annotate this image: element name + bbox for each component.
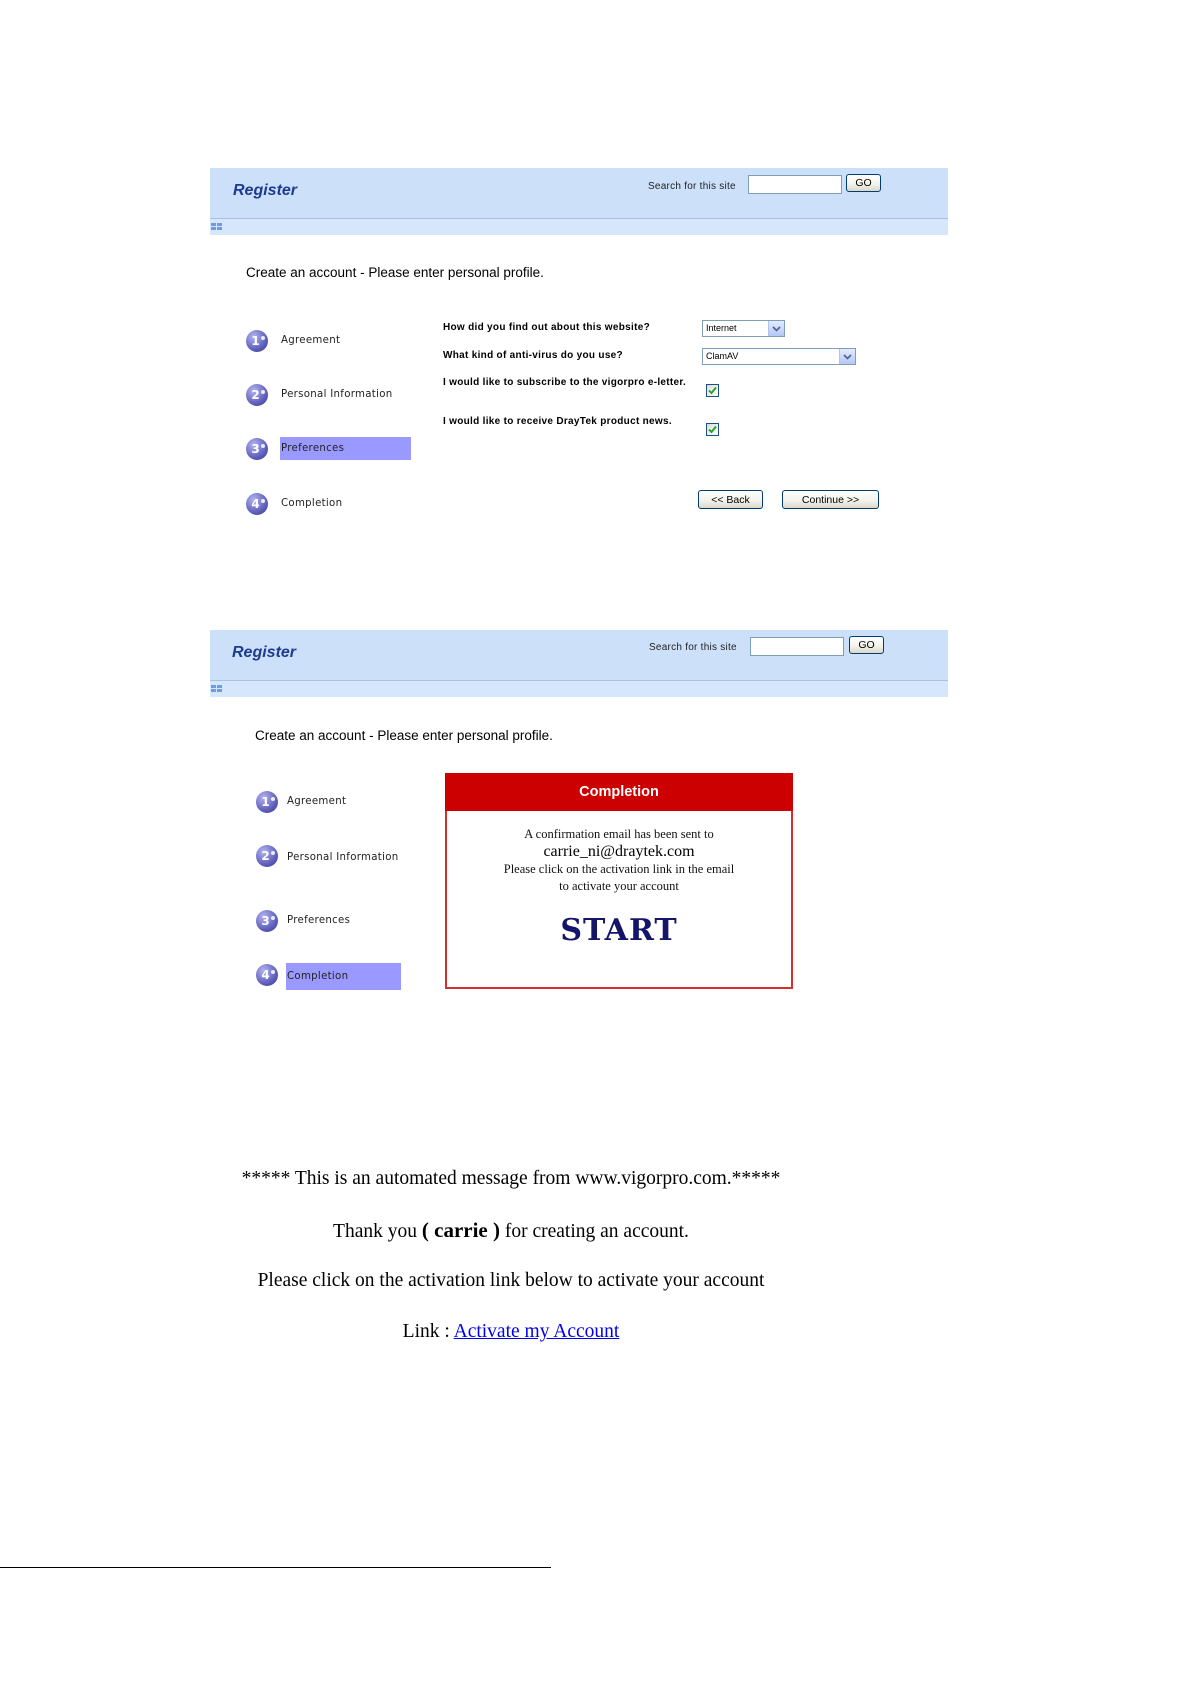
- user-name: ( carrie ): [421, 1218, 500, 1242]
- referral-select-value: Internet: [706, 323, 737, 333]
- completion-dialog: [445, 773, 793, 989]
- chevron-down-icon-svg: [843, 354, 852, 360]
- continue-button[interactable]: Continue >>: [782, 490, 879, 509]
- step-number-icon: [256, 964, 278, 986]
- page-title: Register: [232, 644, 297, 661]
- step-number-icon: [256, 791, 278, 813]
- step-number: 2: [261, 849, 270, 863]
- step-number: 2: [251, 388, 260, 402]
- step-agreement: Agreement: [281, 335, 341, 346]
- header-bar: [210, 168, 948, 219]
- step-number: 3: [251, 442, 260, 456]
- step-number: 4: [251, 497, 260, 511]
- link-line: [211, 1320, 811, 1344]
- eletter-checkbox[interactable]: [706, 384, 719, 397]
- grid-icon: [211, 685, 222, 693]
- step-preferences: Preferences: [287, 915, 351, 926]
- step-number: 1: [261, 795, 270, 809]
- step-number: 1: [251, 334, 260, 348]
- footnote-separator: [0, 1567, 551, 1568]
- activation-instruction-cont: to activate your account: [559, 879, 679, 893]
- search-label: Search for this site: [648, 181, 736, 192]
- step-completion: Completion: [286, 963, 401, 990]
- referral-select[interactable]: [702, 320, 785, 337]
- sub-header-stripe: [210, 219, 948, 235]
- chevron-down-icon[interactable]: [839, 349, 855, 364]
- antivirus-select-value: ClamAV: [706, 351, 739, 361]
- activate-account-link[interactable]: Activate my Account: [453, 1321, 620, 1342]
- eletter-question: I would like to subscribe to the vigorpro e-letter.: [443, 377, 687, 388]
- thanks-prefix: Thank you: [333, 1221, 417, 1242]
- step-personal-information: Personal Information: [281, 389, 393, 400]
- product-news-checkbox[interactable]: [706, 423, 719, 436]
- referral-question: How did you find out about this website?: [443, 322, 650, 333]
- search-label: Search for this site: [649, 642, 737, 653]
- step-number: 4: [261, 968, 270, 982]
- section-heading: Create an account - Please enter personal profile.: [255, 728, 553, 743]
- chevron-down-icon[interactable]: [768, 321, 784, 336]
- start-button[interactable]: START: [560, 913, 678, 948]
- automated-banner: ***** This is an automated message from www.vigorpro.com.*****: [241, 1168, 781, 1189]
- sub-header-stripe: [210, 681, 948, 697]
- step-number-icon: [246, 384, 268, 406]
- grid-icon: [211, 223, 222, 231]
- email-address: carrie_ni@draytek.com: [543, 843, 695, 860]
- step-completion: Completion: [281, 498, 343, 509]
- confirmation-text: A confirmation email has been sent to: [524, 827, 714, 841]
- completion-screenshot: [210, 630, 948, 998]
- thanks-suffix: for creating an account.: [504, 1221, 689, 1242]
- step-number-icon: [246, 438, 268, 460]
- checkmark-icon: [708, 425, 717, 434]
- back-button[interactable]: << Back: [698, 490, 763, 509]
- instruction-line: Please click on the activation link below to activate your account: [257, 1270, 765, 1291]
- step-agreement: Agreement: [287, 796, 347, 807]
- search-input[interactable]: [748, 175, 842, 194]
- page-title: Register: [233, 182, 298, 199]
- antivirus-select[interactable]: [702, 348, 856, 365]
- checkmark-icon: [708, 386, 717, 395]
- step-personal-information: Personal Information: [287, 852, 399, 863]
- search-input[interactable]: [750, 637, 844, 656]
- step-number-icon: [256, 845, 278, 867]
- header-bar: [210, 630, 948, 681]
- link-prefix: Link :: [402, 1321, 450, 1342]
- go-button[interactable]: GO: [846, 174, 881, 192]
- antivirus-question: What kind of anti-virus do you use?: [443, 350, 623, 361]
- go-button[interactable]: GO: [849, 636, 884, 654]
- section-heading: Create an account - Please enter personal profile.: [246, 265, 544, 280]
- thanks-line: [211, 1218, 811, 1244]
- activation-instruction: Please click on the activation link in the email: [503, 862, 735, 876]
- chevron-down-icon-svg: [772, 326, 781, 332]
- step-number-icon: [246, 330, 268, 352]
- product-news-question: I would like to receive DrayTek product news.: [443, 416, 672, 427]
- dialog-title: Completion: [445, 773, 793, 811]
- step-number-icon: [256, 910, 278, 932]
- step-preferences: Preferences: [280, 437, 411, 460]
- step-number: 3: [261, 914, 270, 928]
- preferences-screenshot: [210, 168, 948, 530]
- step-number-icon: [246, 493, 268, 515]
